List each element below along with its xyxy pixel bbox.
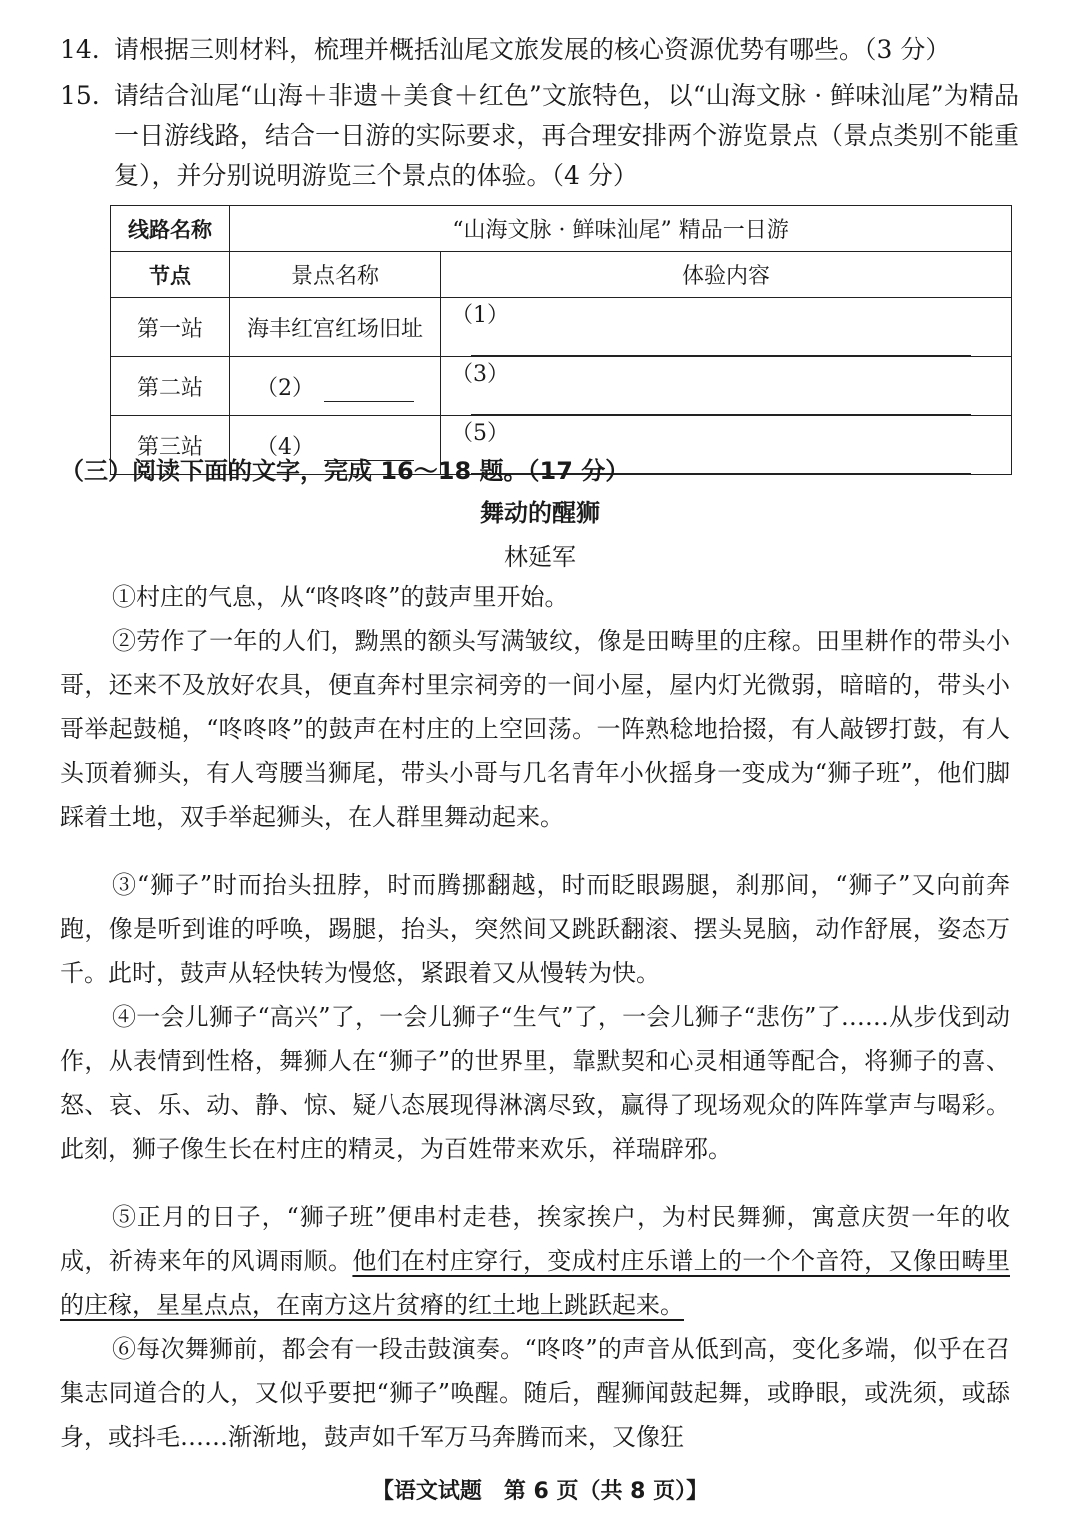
spot-cell: 海丰红宫红场旧址 bbox=[230, 298, 441, 357]
paragraph-6: ⑥每次舞狮前，都会有一段击鼓演奏。“咚咚”的声音从低到高，变化多端，似乎在召集志同道合的人，又似乎要把“狮子”唤醒。随后，醒狮闻鼓起舞，或睁眼，或洗须，或舔身，或抖毛……渐渐地，鼓声如千军万马奔腾而来，又像狂 bbox=[60, 1335, 1010, 1451]
paragraph-1: ①村庄的气息，从“咚咚咚”的鼓声里开始。 bbox=[112, 583, 569, 611]
underlined-sentence: 他们在村庄穿行，变成村庄乐谱上的一个个音符，又像田畴里的庄稼，星星点点，在南方这片贫瘠的红土地上跳跃起来。 bbox=[60, 1247, 1010, 1319]
spot-cell[interactable] bbox=[230, 357, 441, 416]
paragraph-5-text: ⑤正月的日子，“狮子班”便串村走巷，挨家挨户，为村民舞狮，寓意庆贺一年的收成，祈祷来年的风调雨顺。 bbox=[60, 1203, 1010, 1275]
question-14 bbox=[60, 30, 1020, 70]
section-heading: （三）阅读下面的文字，完成 16～18 题。（17 分） bbox=[60, 457, 630, 485]
paragraph-3: ③“狮子”时而抬头扭脖，时而腾挪翻越，时而眨眼踢腿，刹那间，“狮子”又向前奔跑，像是听到谁的呼唤，踢腿，抬头，突然间又跳跃翻滚、摆头晃脑，动作舒展，姿态万千。此时，鼓声从轻快转为慢悠，紧跟着又从慢转为快。 bbox=[60, 871, 1010, 987]
blank-label: （3） bbox=[451, 362, 509, 387]
node-cell: 第一站 bbox=[111, 298, 230, 357]
node-cell: 第三站 bbox=[111, 416, 230, 475]
col-node-header: 节点 bbox=[111, 252, 230, 298]
node-cell: 第二站 bbox=[111, 357, 230, 416]
col-spot-header: 景点名称 bbox=[230, 252, 441, 298]
blank-label: （1） bbox=[451, 303, 509, 328]
blank-label: （5） bbox=[451, 421, 509, 446]
paragraph-4: ④一会儿狮子“高兴”了，一会儿狮子“生气”了，一会儿狮子“悲伤”了……从步伐到动作，从表情到性格，舞狮人在“狮子”的世界里，靠默契和心灵相通等配合，将狮子的喜、怒、哀、乐、动、静、惊、疑八态展现得淋漓尽致，赢得了现场观众的阵阵掌声与喝彩。此刻，狮子像生长在村庄的精灵，为百姓带来欢乐，祥瑞辟邪。 bbox=[60, 1003, 1010, 1163]
paragraph-5 bbox=[60, 1195, 1010, 1327]
question-text: 请结合汕尾“山海＋非遗＋美食＋红色”文旅特色，以“山海文脉 · 鲜味汕尾”为精品一日游线路，结合一日游的实际要求，再合理安排两个游览景点（景点类别不能重复），并分别说明游览三个景点的体验。（4 分） bbox=[114, 81, 1019, 190]
page-footer: 【语文试题 第 6 页（共 8 页）】 bbox=[371, 1479, 709, 1504]
col-exp-header: 体验内容 bbox=[441, 252, 1012, 298]
answer-blank[interactable] bbox=[471, 329, 971, 356]
blank-label: （4） bbox=[256, 434, 314, 460]
article-title: 舞动的醒狮 bbox=[480, 499, 600, 527]
route-name: “山海文脉 · 鲜味汕尾” 精品一日游 bbox=[230, 206, 1012, 252]
article-author: 林延军 bbox=[504, 543, 576, 571]
answer-blank[interactable] bbox=[324, 375, 414, 402]
paragraph-2: ②劳作了一年的人们，黝黑的额头写满皱纹，像是田畴里的庄稼。田里耕作的带头小哥，还来不及放好农具，便直奔村里宗祠旁的一间小屋，屋内灯光微弱，暗暗的，带头小哥举起鼓槌，“咚咚咚”的鼓声在村庄的上空回荡。一阵熟稔地拾掇，有人敲锣打鼓，有人头顶着狮头，有人弯腰当狮尾，带头小哥与几名青年小伙摇身一变成为“狮子班”，他们脚踩着土地，双手举起狮头，在人群里舞动起来。 bbox=[60, 627, 1010, 831]
answer-blank[interactable] bbox=[471, 388, 971, 415]
question-number: 15. bbox=[60, 81, 100, 110]
exp-cell[interactable] bbox=[441, 298, 1012, 357]
question-text: 请根据三则材料，梳理并概括汕尾文旅发展的核心资源优势有哪些。（3 分） bbox=[114, 35, 951, 64]
route-table bbox=[110, 205, 1012, 475]
exp-cell[interactable] bbox=[441, 357, 1012, 416]
table-row bbox=[111, 298, 1012, 357]
blank-label: （2） bbox=[256, 375, 314, 401]
table-row bbox=[111, 357, 1012, 416]
question-15 bbox=[60, 76, 1020, 190]
route-label: 线路名称 bbox=[111, 206, 230, 252]
question-number: 14. bbox=[60, 35, 100, 64]
